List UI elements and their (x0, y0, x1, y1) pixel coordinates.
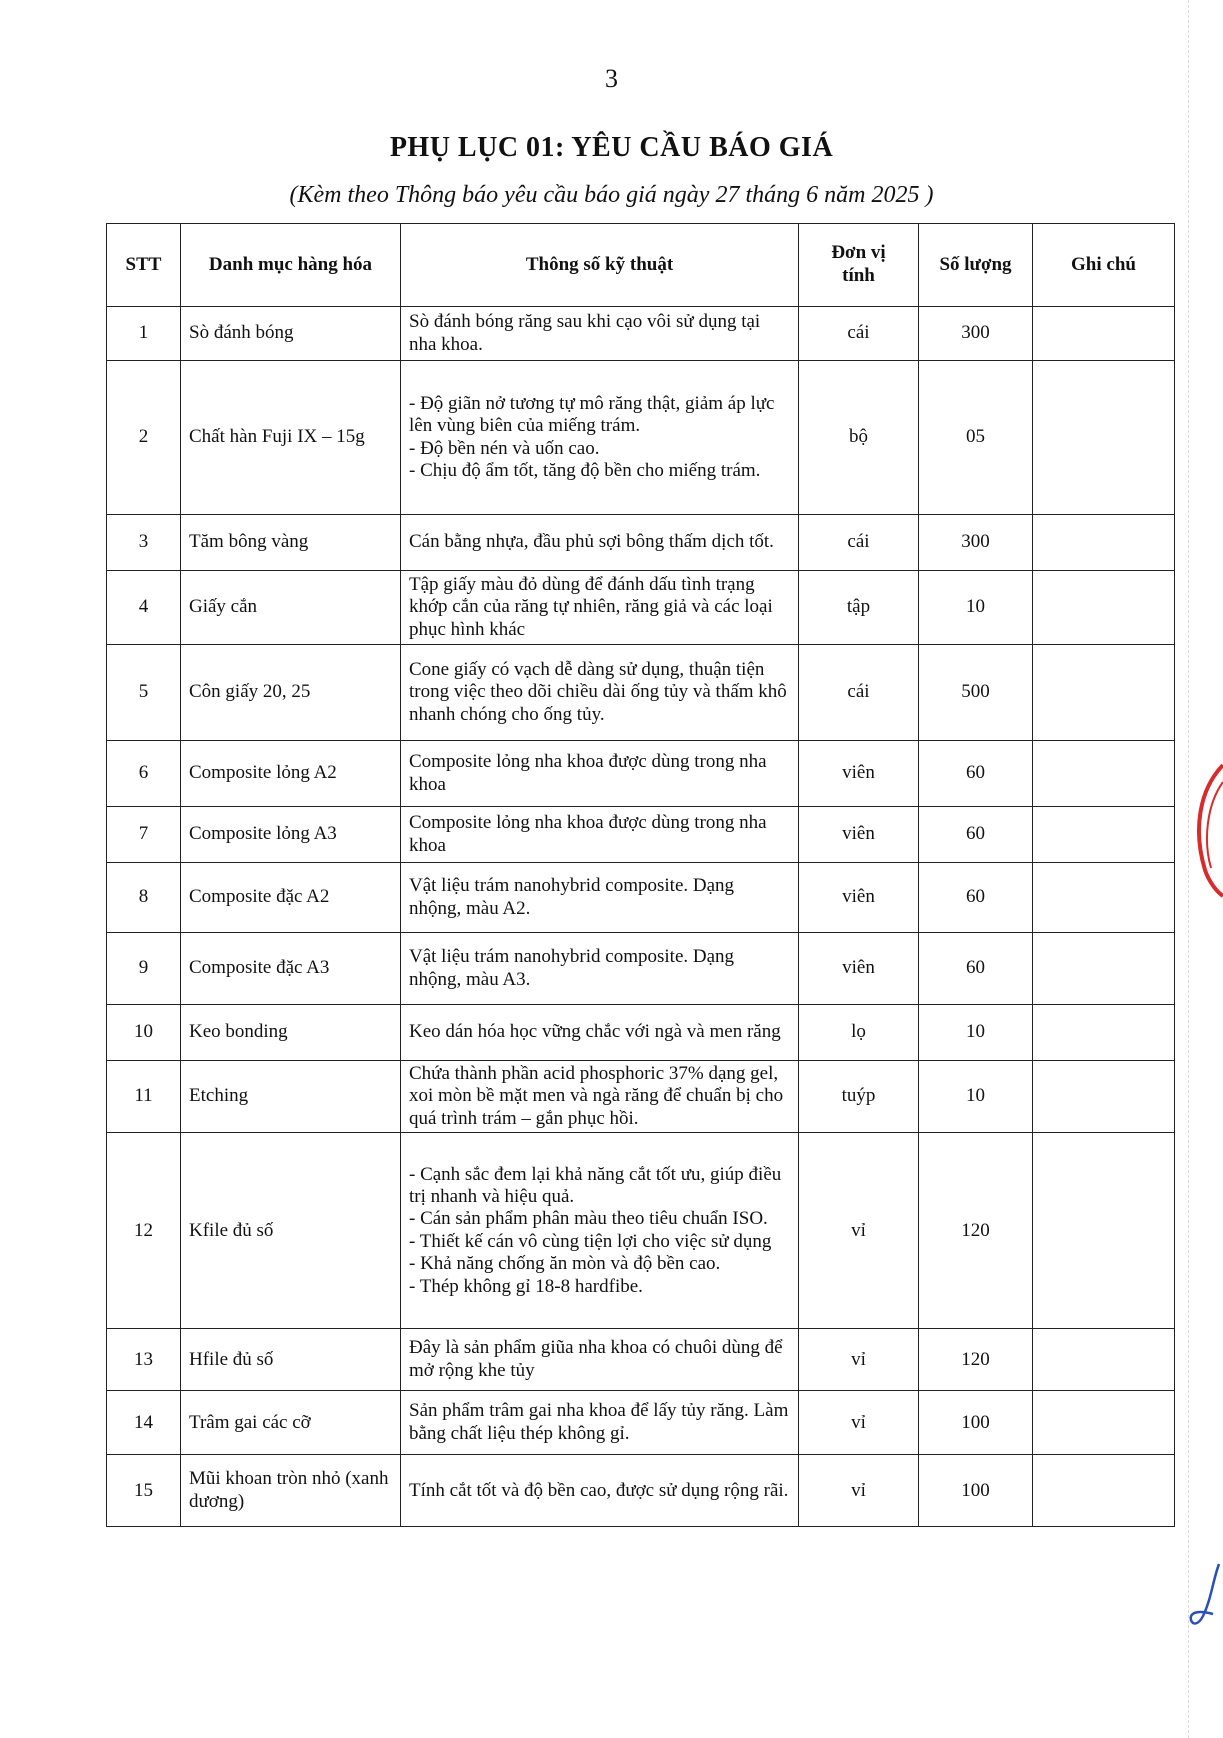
row-item-name: Hfile đủ số (181, 1329, 401, 1391)
row-spec (401, 1329, 799, 1391)
row-stt: 10 (107, 1005, 181, 1061)
spec-line: - Khả năng chống ăn mòn và độ bền cao. (409, 1253, 721, 1275)
row-unit: cái (799, 645, 919, 741)
spec-line: Keo dán hóa học vững chắc với ngà và men răng (409, 1021, 781, 1043)
row-quantity: 120 (919, 1329, 1033, 1391)
row-stt: 11 (107, 1061, 181, 1133)
spec-line: - Chịu độ ẩm tốt, tăng độ bền cho miếng trám. (409, 459, 761, 481)
table-row (107, 741, 1175, 807)
row-spec (401, 571, 799, 645)
table-row (107, 307, 1175, 361)
row-stt: 3 (107, 515, 181, 571)
row-spec (401, 807, 799, 863)
table-row (107, 571, 1175, 645)
row-unit: vỉ (799, 1133, 919, 1329)
red-seal-fragment (1191, 760, 1223, 900)
row-stt: 7 (107, 807, 181, 863)
header-stt: STT (107, 224, 181, 307)
row-spec (401, 1455, 799, 1527)
table-row (107, 863, 1175, 933)
row-quantity: 60 (919, 741, 1033, 807)
row-unit: viên (799, 933, 919, 1005)
spec-line: Sò đánh bóng răng sau khi cạo vôi sử dụng tại nha khoa. (409, 311, 761, 355)
table-row (107, 1329, 1175, 1391)
spec-line: - Cán sản phẩm phân màu theo tiêu chuẩn ISO. (409, 1208, 768, 1230)
row-item-name: Etching (181, 1061, 401, 1133)
row-item-name: Composite đặc A2 (181, 863, 401, 933)
row-quantity: 60 (919, 863, 1033, 933)
page-number: 3 (605, 64, 618, 93)
header-qty: Số lượng (919, 224, 1033, 307)
row-item-name: Chất hàn Fuji IX – 15g (181, 361, 401, 515)
row-unit: lọ (799, 1005, 919, 1061)
row-item-name: Kfile đủ số (181, 1133, 401, 1329)
header-unit-line1: Đơn vị (831, 242, 886, 264)
row-quantity: 120 (919, 1133, 1033, 1329)
row-note (1033, 1061, 1175, 1133)
row-item-name: Tăm bông vàng (181, 515, 401, 571)
row-stt: 13 (107, 1329, 181, 1391)
signature-fragment (1183, 1560, 1223, 1630)
header-name: Danh mục hàng hóa (181, 224, 401, 307)
quote-request-table (106, 223, 1175, 1527)
row-stt: 1 (107, 307, 181, 361)
row-spec (401, 1061, 799, 1133)
row-spec (401, 863, 799, 933)
row-unit: cái (799, 307, 919, 361)
spec-line: Vật liệu trám nanohybrid composite. Dạng nhộng, màu A3. (409, 946, 735, 990)
row-note (1033, 571, 1175, 645)
row-note (1033, 1455, 1175, 1527)
row-stt: 9 (107, 933, 181, 1005)
row-unit: cái (799, 515, 919, 571)
spec-line: Sản phẩm trâm gai nha khoa để lấy tủy răng. Làm bằng chất liệu thép không gỉ. (409, 1400, 789, 1444)
row-quantity: 60 (919, 933, 1033, 1005)
row-stt: 14 (107, 1391, 181, 1455)
header-note: Ghi chú (1033, 224, 1175, 307)
row-spec (401, 1005, 799, 1061)
row-unit: vỉ (799, 1391, 919, 1455)
row-note (1033, 1329, 1175, 1391)
spec-line: Composite lỏng nha khoa được dùng trong nha khoa (409, 751, 767, 795)
row-item-name: Keo bonding (181, 1005, 401, 1061)
table-row (107, 645, 1175, 741)
row-note (1033, 645, 1175, 741)
row-spec (401, 307, 799, 361)
row-unit: viên (799, 741, 919, 807)
row-stt: 8 (107, 863, 181, 933)
row-quantity: 300 (919, 515, 1033, 571)
spec-line: Composite lỏng nha khoa được dùng trong nha khoa (409, 812, 767, 856)
row-unit: viên (799, 807, 919, 863)
document-title: PHỤ LỤC 01: YÊU CẦU BÁO GIÁ (389, 132, 834, 163)
spec-line: - Cạnh sắc đem lại khả năng cắt tốt ưu, giúp điều trị nhanh và hiệu quả. (409, 1163, 782, 1207)
spec-line: Vật liệu trám nanohybrid composite. Dạng nhộng, màu A2. (409, 875, 735, 919)
row-stt: 2 (107, 361, 181, 515)
row-quantity: 300 (919, 307, 1033, 361)
table-row (107, 1391, 1175, 1455)
table-body (107, 307, 1175, 1527)
row-quantity: 100 (919, 1391, 1033, 1455)
table-row (107, 361, 1175, 515)
row-note (1033, 1005, 1175, 1061)
row-item-name: Composite lỏng A3 (181, 807, 401, 863)
row-spec (401, 1391, 799, 1455)
row-note (1033, 741, 1175, 807)
row-note (1033, 515, 1175, 571)
row-quantity: 10 (919, 1061, 1033, 1133)
row-note (1033, 863, 1175, 933)
spec-line: - Thiết kế cán vô cùng tiện lợi cho việc sử dụng (409, 1230, 772, 1252)
spec-line: - Độ giãn nở tương tự mô răng thật, giảm áp lực lên vùng biên của miếng trám. (409, 392, 775, 437)
row-item-name: Giấy cắn (181, 571, 401, 645)
header-unit-line2: tính (842, 265, 875, 286)
row-spec (401, 515, 799, 571)
row-item-name: Composite lỏng A2 (181, 741, 401, 807)
table-row (107, 933, 1175, 1005)
row-quantity: 05 (919, 361, 1033, 515)
row-note (1033, 1391, 1175, 1455)
header-unit (799, 224, 919, 307)
row-item-name: Trâm gai các cỡ (181, 1391, 401, 1455)
row-spec (401, 361, 799, 515)
row-spec (401, 1133, 799, 1329)
row-spec (401, 933, 799, 1005)
row-unit: tập (799, 571, 919, 645)
row-note (1033, 361, 1175, 515)
document-subtitle: (Kèm theo Thông báo yêu cầu báo giá ngày 27 tháng 6 năm 2025 ) (289, 182, 934, 208)
row-stt: 12 (107, 1133, 181, 1329)
row-stt: 15 (107, 1455, 181, 1527)
header-spec: Thông số kỹ thuật (401, 224, 799, 307)
spec-line: Cán bằng nhựa, đầu phủ sợi bông thấm dịch tốt. (409, 531, 774, 553)
table-header-row (107, 224, 1175, 307)
row-item-name: Composite đặc A3 (181, 933, 401, 1005)
row-unit: tuýp (799, 1061, 919, 1133)
row-note (1033, 307, 1175, 361)
row-unit: vỉ (799, 1455, 919, 1527)
spec-line: Chứa thành phần acid phosphoric 37% dạng gel, xoi mòn bề mặt men và ngà răng để chuẩn bị cho quá trình trám – gắn phục hồi. (409, 1063, 784, 1129)
row-note (1033, 1133, 1175, 1329)
table-row (107, 1133, 1175, 1329)
row-stt: 4 (107, 571, 181, 645)
row-item-name: Côn giấy 20, 25 (181, 645, 401, 741)
row-item-name: Mũi khoan tròn nhỏ (xanh dương) (181, 1455, 401, 1527)
spec-line: Cone giấy có vạch dễ dàng sử dụng, thuận tiện trong việc theo dõi chiều dài ống tủy và thấm khô nhanh chóng cho ống tủy. (409, 658, 787, 725)
row-item-name: Sò đánh bóng (181, 307, 401, 361)
table-row (107, 1005, 1175, 1061)
row-quantity: 500 (919, 645, 1033, 741)
row-quantity: 10 (919, 571, 1033, 645)
spec-line: - Thép không gỉ 18-8 hardfibe. (409, 1275, 643, 1297)
spec-line: Đây là sản phẩm giũa nha khoa có chuôi dùng để mở rộng khe tủy (409, 1337, 783, 1381)
table-row (107, 807, 1175, 863)
row-stt: 6 (107, 741, 181, 807)
table-row (107, 1455, 1175, 1527)
row-note (1033, 933, 1175, 1005)
row-unit: bộ (799, 361, 919, 515)
row-spec (401, 645, 799, 741)
row-quantity: 100 (919, 1455, 1033, 1527)
row-unit: viên (799, 863, 919, 933)
table-row (107, 515, 1175, 571)
row-quantity: 10 (919, 1005, 1033, 1061)
spec-line: Tập giấy màu đỏ dùng để đánh dấu tình trạng khớp cắn của răng tự nhiên, răng giả và các loại phục hình khác (409, 573, 773, 640)
table-row (107, 1061, 1175, 1133)
row-quantity: 60 (919, 807, 1033, 863)
row-note (1033, 807, 1175, 863)
spec-line: Tính cắt tốt và độ bền cao, được sử dụng rộng rãi. (409, 1479, 789, 1501)
row-unit: vỉ (799, 1329, 919, 1391)
spec-line: - Độ bền nén và uốn cao. (409, 437, 600, 459)
row-spec (401, 741, 799, 807)
row-stt: 5 (107, 645, 181, 741)
